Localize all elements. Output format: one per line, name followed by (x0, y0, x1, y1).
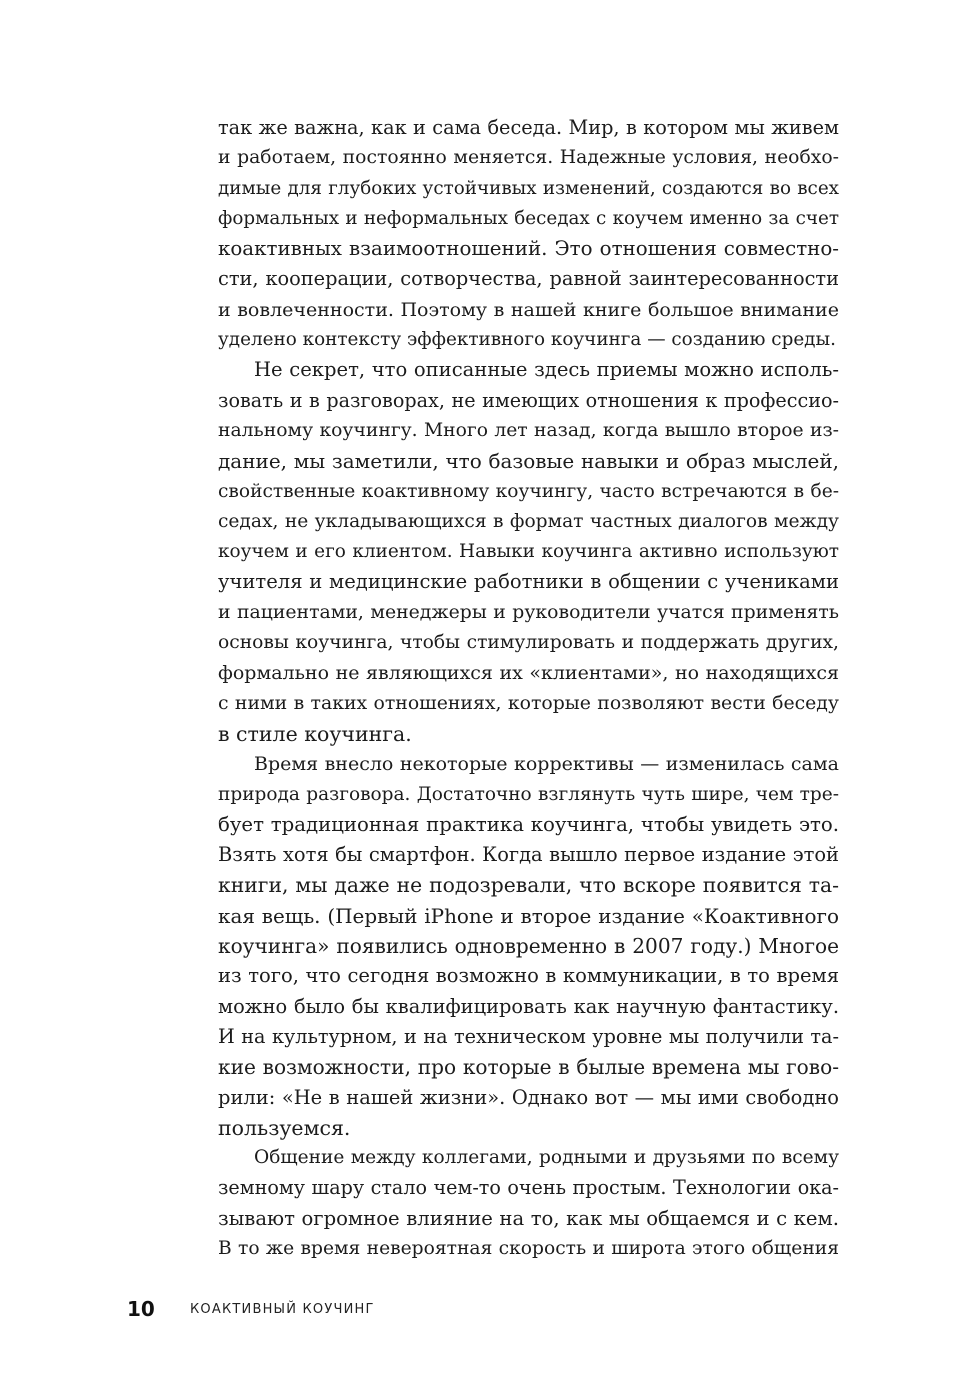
paragraph (218, 355, 839, 749)
page-number: 10 (127, 1297, 155, 1321)
text-line: учителя и медицинские работники в общении с учениками (218, 570, 839, 594)
text-line: пользуемся. (218, 1115, 351, 1140)
text-line: коучем и его клиентом. Навыки коучинга активно используют (218, 541, 839, 563)
text-line: кая вещь. (Первый iPhone и второе издание «Коактивного (218, 903, 839, 928)
text-line: из того, что сегодня возможно в коммуникации, в то время (218, 964, 839, 988)
text-line: с ними в таких отношениях, которые позволяют вести беседу (218, 692, 839, 714)
text-line: дание, мы заметили, что базовые навыки и образ мыслей, (218, 449, 839, 474)
text-line: и работаем, постоянно меняется. Надежные условия, необхо- (218, 147, 839, 169)
text-line: формальных и неформальных беседах с коучем именно за счет (218, 207, 839, 229)
text-line: Взять хотя бы смартфон. Когда вышло первое издание этой (218, 843, 839, 867)
text-line: природа разговора. Достаточно взглянуть чуть шире, чем тре- (218, 783, 839, 805)
text-line: зовать и в разговорах, не имеющих отношения к профессио- (218, 388, 839, 412)
text-line: земному шару стало чем-то очень простым. Технологии ока- (218, 1176, 839, 1200)
text-line: И на культурном, и на техническом уровне мы получили та- (218, 1024, 839, 1048)
text-line: Общение между коллегами, родными и друзьями по всему (254, 1147, 839, 1169)
text-line: и пациентами, менеджеры и руководители учатся применять (218, 601, 839, 623)
text-line: можно было бы квалифицировать как научную фантастику. (218, 994, 839, 1018)
text-line: формально не являющихся их «клиентами», но находящихся (218, 662, 839, 685)
text-line: рили: «Не в нашей жизни». Однако вот — мы ими свободно (218, 1085, 839, 1109)
running-title: КОАКТИВНЫЙ КОУЧИНГ (190, 1302, 375, 1317)
text-line: кие возможности, про которые в былые времена мы гово- (218, 1055, 839, 1080)
text-line: книги, мы даже не подозревали, что вскоре появится та- (218, 873, 839, 898)
text-line: и вовлеченности. Поэтому в нашей книге большое внимание (218, 298, 839, 321)
text-line: Время внесло некоторые коррективы — изменилась сама (254, 753, 839, 776)
text-line: в стиле коучинга. (218, 721, 412, 746)
page-footer (0, 1297, 975, 1327)
text-line: основы коучинга, чтобы стимулировать и поддержать других, (218, 632, 839, 654)
text-line: нальному коучингу. Много лет назад, когда вышло второе из- (218, 419, 839, 441)
text-line: зывают огромное влияние на то, как мы общаемся и с кем. (218, 1206, 839, 1230)
paragraph (218, 749, 839, 1143)
text-line: бует традиционная практика коучинга, чтобы увидеть это. (218, 812, 839, 836)
text-line: седах, не укладывающихся в формат частных диалогов между (218, 510, 839, 532)
text-line: Не секрет, что описанные здесь приемы можно исполь- (254, 358, 839, 382)
text-line: коактивных взаимоотношений. Это отношения совместно- (218, 237, 839, 261)
paragraph (218, 1143, 839, 1264)
text-line: В то же время невероятная скорость и широта этого общения (218, 1237, 839, 1259)
paragraph (218, 113, 839, 355)
text-line: уделено контексту эффективного коучинга — созданию среды. (218, 329, 836, 351)
text-line: так же важна, как и сама беседа. Мир, в котором мы живем (218, 116, 839, 139)
text-line: коучинга» появились одновременно в 2007 году.) Многое (218, 934, 839, 959)
text-line: димые для глубоких устойчивых изменений, создаются во всех (218, 177, 839, 199)
text-line: свойственные коактивному коучингу, часто встречаются в бе- (218, 480, 839, 502)
body-text (218, 113, 839, 1264)
text-line: сти, кооперации, сотворчества, равной заинтересованности (218, 267, 839, 291)
